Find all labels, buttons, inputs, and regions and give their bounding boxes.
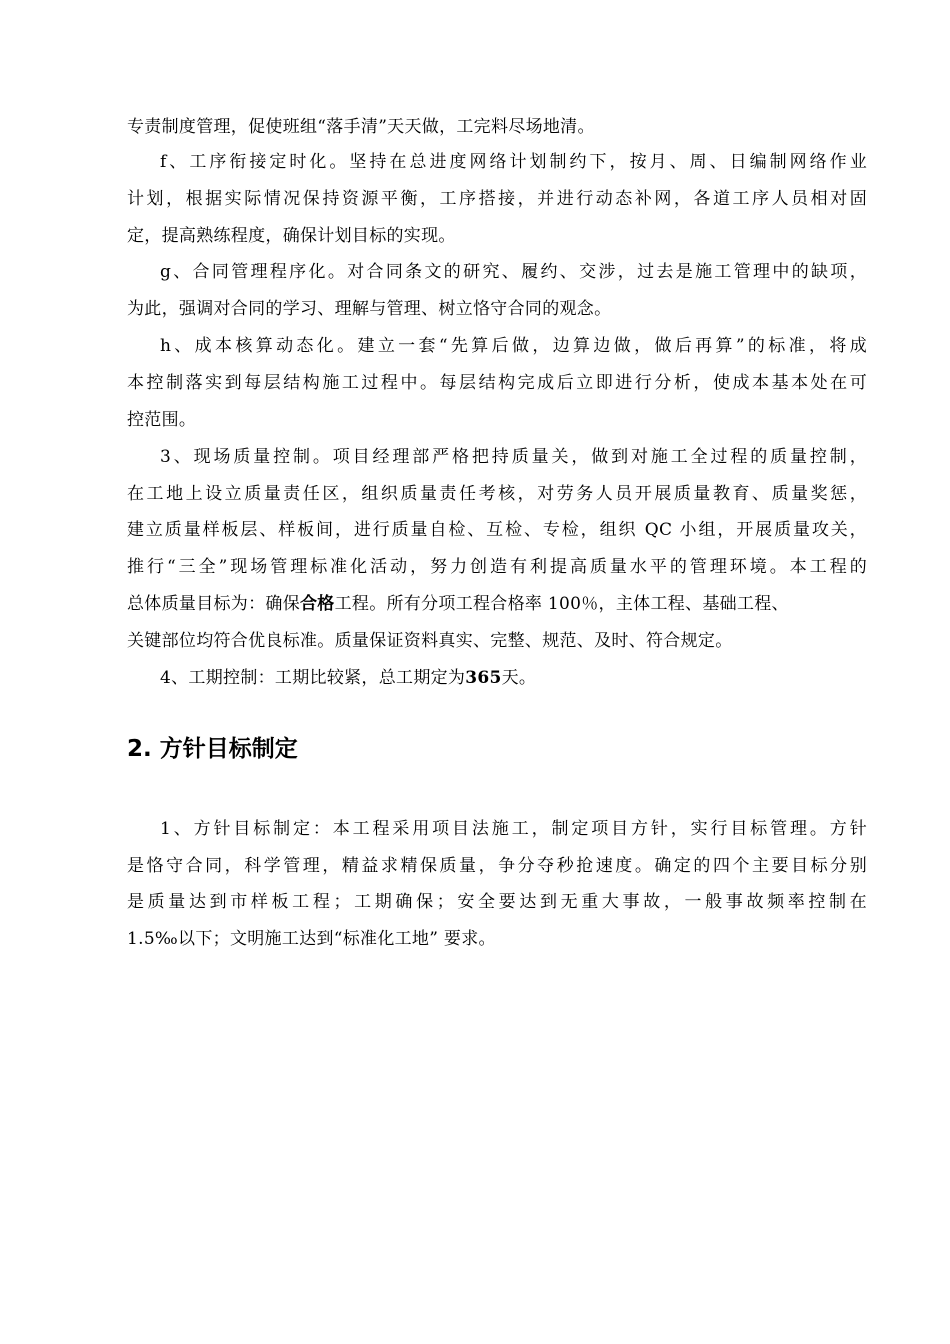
paragraph-line bbox=[127, 594, 867, 614]
paragraph-line: 3、现场质量控制。项目经理部严格把持质量关，做到对施工全过程的质量控制， bbox=[160, 447, 867, 467]
paragraph-line: h、成本核算动态化。建立一套“先算后做，边算边做，做后再算”的标准，将成 bbox=[160, 336, 867, 356]
emphasis-number: 365 bbox=[465, 668, 502, 688]
paragraph-line: 1.5‰以下；文明施工达到“标准化工地” 要求。 bbox=[127, 929, 496, 949]
paragraph-line: 推行“三全”现场管理标准化活动，努力创造有利提高质量水平的管理环境。本工程的 bbox=[127, 557, 867, 577]
paragraph-line: 定，提高熟练程度，确保计划目标的实现。 bbox=[127, 226, 456, 246]
paragraph-line: 专责制度管理，促使班组“落手清”天天做，工完料尽场地清。 bbox=[127, 117, 595, 137]
paragraph-line: g、合同管理程序化。对合同条文的研究、履约、交涉，过去是施工管理中的缺项， bbox=[160, 262, 867, 282]
paragraph-line: 控范围。 bbox=[127, 410, 197, 430]
text-run: 4、工期控制：工期比较紧，总工期定为 bbox=[160, 668, 466, 688]
paragraph-line: 是质量达到市样板工程；工期确保；安全要达到无重大事故，一般事故频率控制在 bbox=[127, 892, 867, 912]
paragraph-line bbox=[160, 668, 867, 688]
text-run: 总体质量目标为：确保 bbox=[127, 594, 300, 614]
paragraph-line: 在工地上设立质量责任区，组织质量责任考核，对劳务人员开展质量教育、质量奖惩， bbox=[127, 484, 867, 504]
text-run: 工程。所有分项工程合格率 100％，主体工程、基础工程、 bbox=[334, 594, 789, 614]
paragraph-line: 计划，根据实际情况保持资源平衡，工序搭接，并进行动态补网，各道工序人员相对固 bbox=[127, 189, 867, 209]
emphasis-text: 合格 bbox=[300, 594, 335, 614]
paragraph-line: 建立质量样板层、样板间，进行质量自检、互检、专检，组织 QC 小组，开展质量攻关， bbox=[127, 520, 867, 540]
text-run: 天。 bbox=[501, 668, 537, 688]
section-heading: 2. 方针目标制定 bbox=[127, 736, 298, 762]
paragraph-line: 1、方针目标制定：本工程采用项目法施工，制定项目方针，实行目标管理。方针 bbox=[160, 819, 867, 839]
paragraph-line: 本控制落实到每层结构施工过程中。每层结构完成后立即进行分析，使成本基本处在可 bbox=[127, 373, 867, 393]
paragraph-line: f、工序衔接定时化。坚持在总进度网络计划制约下，按月、周、日编制网络作业 bbox=[160, 152, 867, 172]
paragraph-line: 是恪守合同，科学管理，精益求精保质量，争分夺秒抢速度。确定的四个主要目标分别 bbox=[127, 856, 867, 876]
paragraph-line: 为此，强调对合同的学习、理解与管理、树立恪守合同的观念。 bbox=[127, 299, 612, 319]
paragraph-line: 关键部位均符合优良标准。质量保证资料真实、完整、规范、及时、符合规定。 bbox=[127, 631, 733, 651]
